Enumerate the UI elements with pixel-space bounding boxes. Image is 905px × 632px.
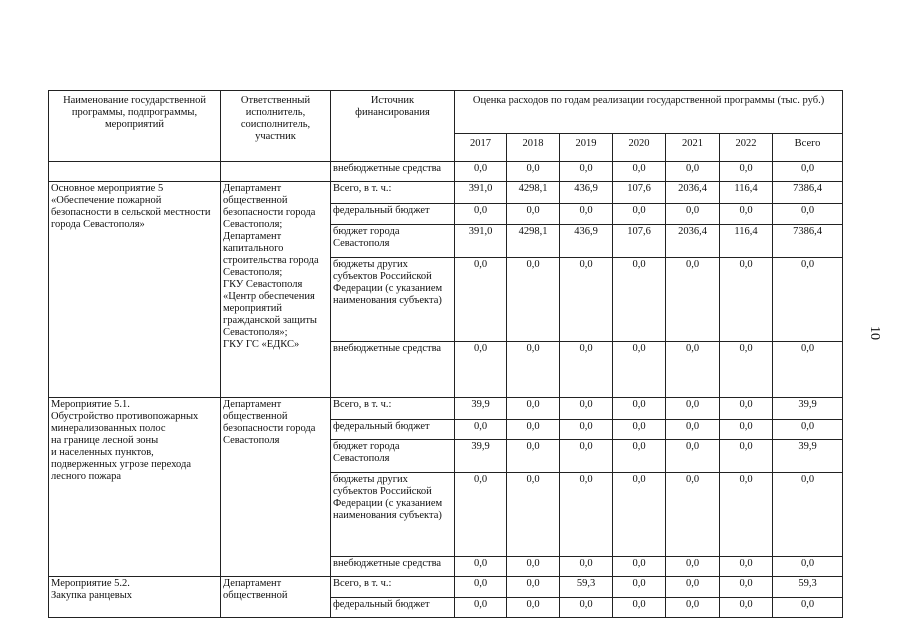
source-cell: бюджет города Севастополя <box>331 440 455 473</box>
value-cell: 39,9 <box>773 398 843 420</box>
value-cell: 0,0 <box>666 420 720 440</box>
year-2020: 2020 <box>613 134 666 162</box>
value-cell: 116,4 <box>720 225 773 258</box>
year-2022: 2022 <box>720 134 773 162</box>
header-estimate: Оценка расходов по годам реализации государственной программы (тыс. руб.) <box>455 91 843 134</box>
value-cell: 59,3 <box>773 577 843 598</box>
name-cell <box>49 162 221 182</box>
value-cell: 107,6 <box>613 182 666 204</box>
value-cell: 0,0 <box>560 440 613 473</box>
value-cell: 0,0 <box>560 398 613 420</box>
source-cell: внебюджетные средства <box>331 162 455 182</box>
value-cell: 436,9 <box>560 225 613 258</box>
value-cell: 0,0 <box>613 557 666 577</box>
value-cell: 391,0 <box>455 182 507 204</box>
value-cell: 0,0 <box>720 473 773 557</box>
value-cell: 7386,4 <box>773 225 843 258</box>
year-2019: 2019 <box>560 134 613 162</box>
value-cell: 0,0 <box>560 420 613 440</box>
value-cell: 0,0 <box>455 162 507 182</box>
table-row <box>49 182 843 204</box>
value-cell: 0,0 <box>455 204 507 225</box>
executor-cell: Департамент общественной безопасности города Севастополя; Департамент капитального строительства города Севастополя; ГКУ Севастополя «Центр обеспечения мероприятий гражданской защиты Севастополя»; ГКУ ГС «ЕДКС» <box>221 182 331 398</box>
value-cell: 39,9 <box>455 398 507 420</box>
value-cell: 0,0 <box>560 598 613 618</box>
value-cell: 0,0 <box>560 258 613 342</box>
value-cell: 0,0 <box>507 440 560 473</box>
value-cell: 0,0 <box>666 440 720 473</box>
value-cell: 0,0 <box>773 162 843 182</box>
value-cell: 107,6 <box>613 225 666 258</box>
value-cell: 0,0 <box>455 598 507 618</box>
value-cell: 0,0 <box>720 162 773 182</box>
year-2021: 2021 <box>666 134 720 162</box>
executor-cell: Департамент общественной безопасности города Севастополя <box>221 398 331 577</box>
page-number: 10 <box>867 326 882 340</box>
source-cell: Всего, в т. ч.: <box>331 577 455 598</box>
source-cell: Всего, в т. ч.: <box>331 398 455 420</box>
value-cell: 2036,4 <box>666 182 720 204</box>
value-cell: 0,0 <box>720 440 773 473</box>
value-cell: 0,0 <box>507 258 560 342</box>
value-cell: 0,0 <box>666 398 720 420</box>
value-cell: 0,0 <box>666 162 720 182</box>
value-cell: 0,0 <box>666 258 720 342</box>
value-cell: 0,0 <box>613 598 666 618</box>
table-row <box>49 577 843 598</box>
value-cell: 0,0 <box>720 204 773 225</box>
year-2017: 2017 <box>455 134 507 162</box>
value-cell: 0,0 <box>613 420 666 440</box>
value-cell: 0,0 <box>666 204 720 225</box>
value-cell: 59,3 <box>560 577 613 598</box>
value-cell: 0,0 <box>773 342 843 398</box>
value-cell: 0,0 <box>773 598 843 618</box>
header-name: Наименование государственной программы, подпрограммы, мероприятий <box>49 91 221 162</box>
activity-name-cell: Мероприятие 5.2. Закупка ранцевых <box>49 577 221 618</box>
value-cell: 0,0 <box>455 557 507 577</box>
value-cell: 0,0 <box>613 473 666 557</box>
value-cell: 0,0 <box>507 557 560 577</box>
value-cell: 0,0 <box>666 342 720 398</box>
value-cell: 0,0 <box>560 162 613 182</box>
value-cell: 39,9 <box>773 440 843 473</box>
source-cell: бюджет города Севастополя <box>331 225 455 258</box>
table-row <box>49 398 843 420</box>
value-cell: 7386,4 <box>773 182 843 204</box>
value-cell: 391,0 <box>455 225 507 258</box>
value-cell: 0,0 <box>666 473 720 557</box>
executor-cell <box>221 162 331 182</box>
source-cell: федеральный бюджет <box>331 420 455 440</box>
value-cell: 0,0 <box>455 420 507 440</box>
value-cell: 0,0 <box>666 577 720 598</box>
value-cell: 4298,1 <box>507 225 560 258</box>
value-cell: 2036,4 <box>666 225 720 258</box>
value-cell: 0,0 <box>773 557 843 577</box>
value-cell: 4298,1 <box>507 182 560 204</box>
value-cell: 0,0 <box>455 342 507 398</box>
source-cell: бюджеты других субъектов Российской Федерации (с указанием наименования субъекта) <box>331 473 455 557</box>
value-cell: 0,0 <box>507 577 560 598</box>
value-cell: 0,0 <box>773 258 843 342</box>
source-cell: федеральный бюджет <box>331 204 455 225</box>
value-cell: 0,0 <box>507 342 560 398</box>
value-cell: 0,0 <box>560 342 613 398</box>
value-cell: 0,0 <box>720 398 773 420</box>
value-cell: 0,0 <box>613 577 666 598</box>
value-cell: 436,9 <box>560 182 613 204</box>
activity-name-cell: Мероприятие 5.1. Обустройство противопожарных минерализованных полос на границе лесной зоны и населенных пунктов, подверженных угрозе перехода лесного пожара <box>49 398 221 577</box>
value-cell: 0,0 <box>560 204 613 225</box>
value-cell: 0,0 <box>507 473 560 557</box>
value-cell: 0,0 <box>666 557 720 577</box>
value-cell: 0,0 <box>455 258 507 342</box>
value-cell: 0,0 <box>560 473 613 557</box>
value-cell: 0,0 <box>773 420 843 440</box>
value-cell: 0,0 <box>507 162 560 182</box>
value-cell: 0,0 <box>613 162 666 182</box>
value-cell: 0,0 <box>720 420 773 440</box>
value-cell: 0,0 <box>720 598 773 618</box>
value-cell: 39,9 <box>455 440 507 473</box>
value-cell: 0,0 <box>720 342 773 398</box>
source-cell: внебюджетные средства <box>331 557 455 577</box>
value-cell: 0,0 <box>507 598 560 618</box>
value-cell: 0,0 <box>455 577 507 598</box>
header-source: Источник финансирования <box>331 91 455 162</box>
value-cell: 116,4 <box>720 182 773 204</box>
activity-name-cell: Основное мероприятие 5 «Обеспечение пожарной безопасности в сельской местности города Севастополя» <box>49 182 221 398</box>
value-cell: 0,0 <box>666 598 720 618</box>
value-cell: 0,0 <box>507 204 560 225</box>
value-cell: 0,0 <box>560 557 613 577</box>
source-cell: Всего, в т. ч.: <box>331 182 455 204</box>
header-executor: Ответственный исполнитель, соисполнитель, участник <box>221 91 331 162</box>
table-row <box>49 162 843 182</box>
value-cell: 0,0 <box>613 258 666 342</box>
value-cell: 0,0 <box>507 420 560 440</box>
source-cell: бюджеты других субъектов Российской Федерации (с указанием наименования субъекта) <box>331 258 455 342</box>
value-cell: 0,0 <box>455 473 507 557</box>
value-cell: 0,0 <box>720 258 773 342</box>
value-cell: 0,0 <box>773 204 843 225</box>
year-total: Всего <box>773 134 843 162</box>
value-cell: 0,0 <box>773 473 843 557</box>
value-cell: 0,0 <box>613 440 666 473</box>
source-cell: федеральный бюджет <box>331 598 455 618</box>
source-cell: внебюджетные средства <box>331 342 455 398</box>
value-cell: 0,0 <box>613 398 666 420</box>
year-2018: 2018 <box>507 134 560 162</box>
budget-table <box>48 90 843 618</box>
value-cell: 0,0 <box>720 557 773 577</box>
value-cell: 0,0 <box>613 342 666 398</box>
value-cell: 0,0 <box>507 398 560 420</box>
executor-cell: Департамент общественной <box>221 577 331 618</box>
value-cell: 0,0 <box>720 577 773 598</box>
value-cell: 0,0 <box>613 204 666 225</box>
